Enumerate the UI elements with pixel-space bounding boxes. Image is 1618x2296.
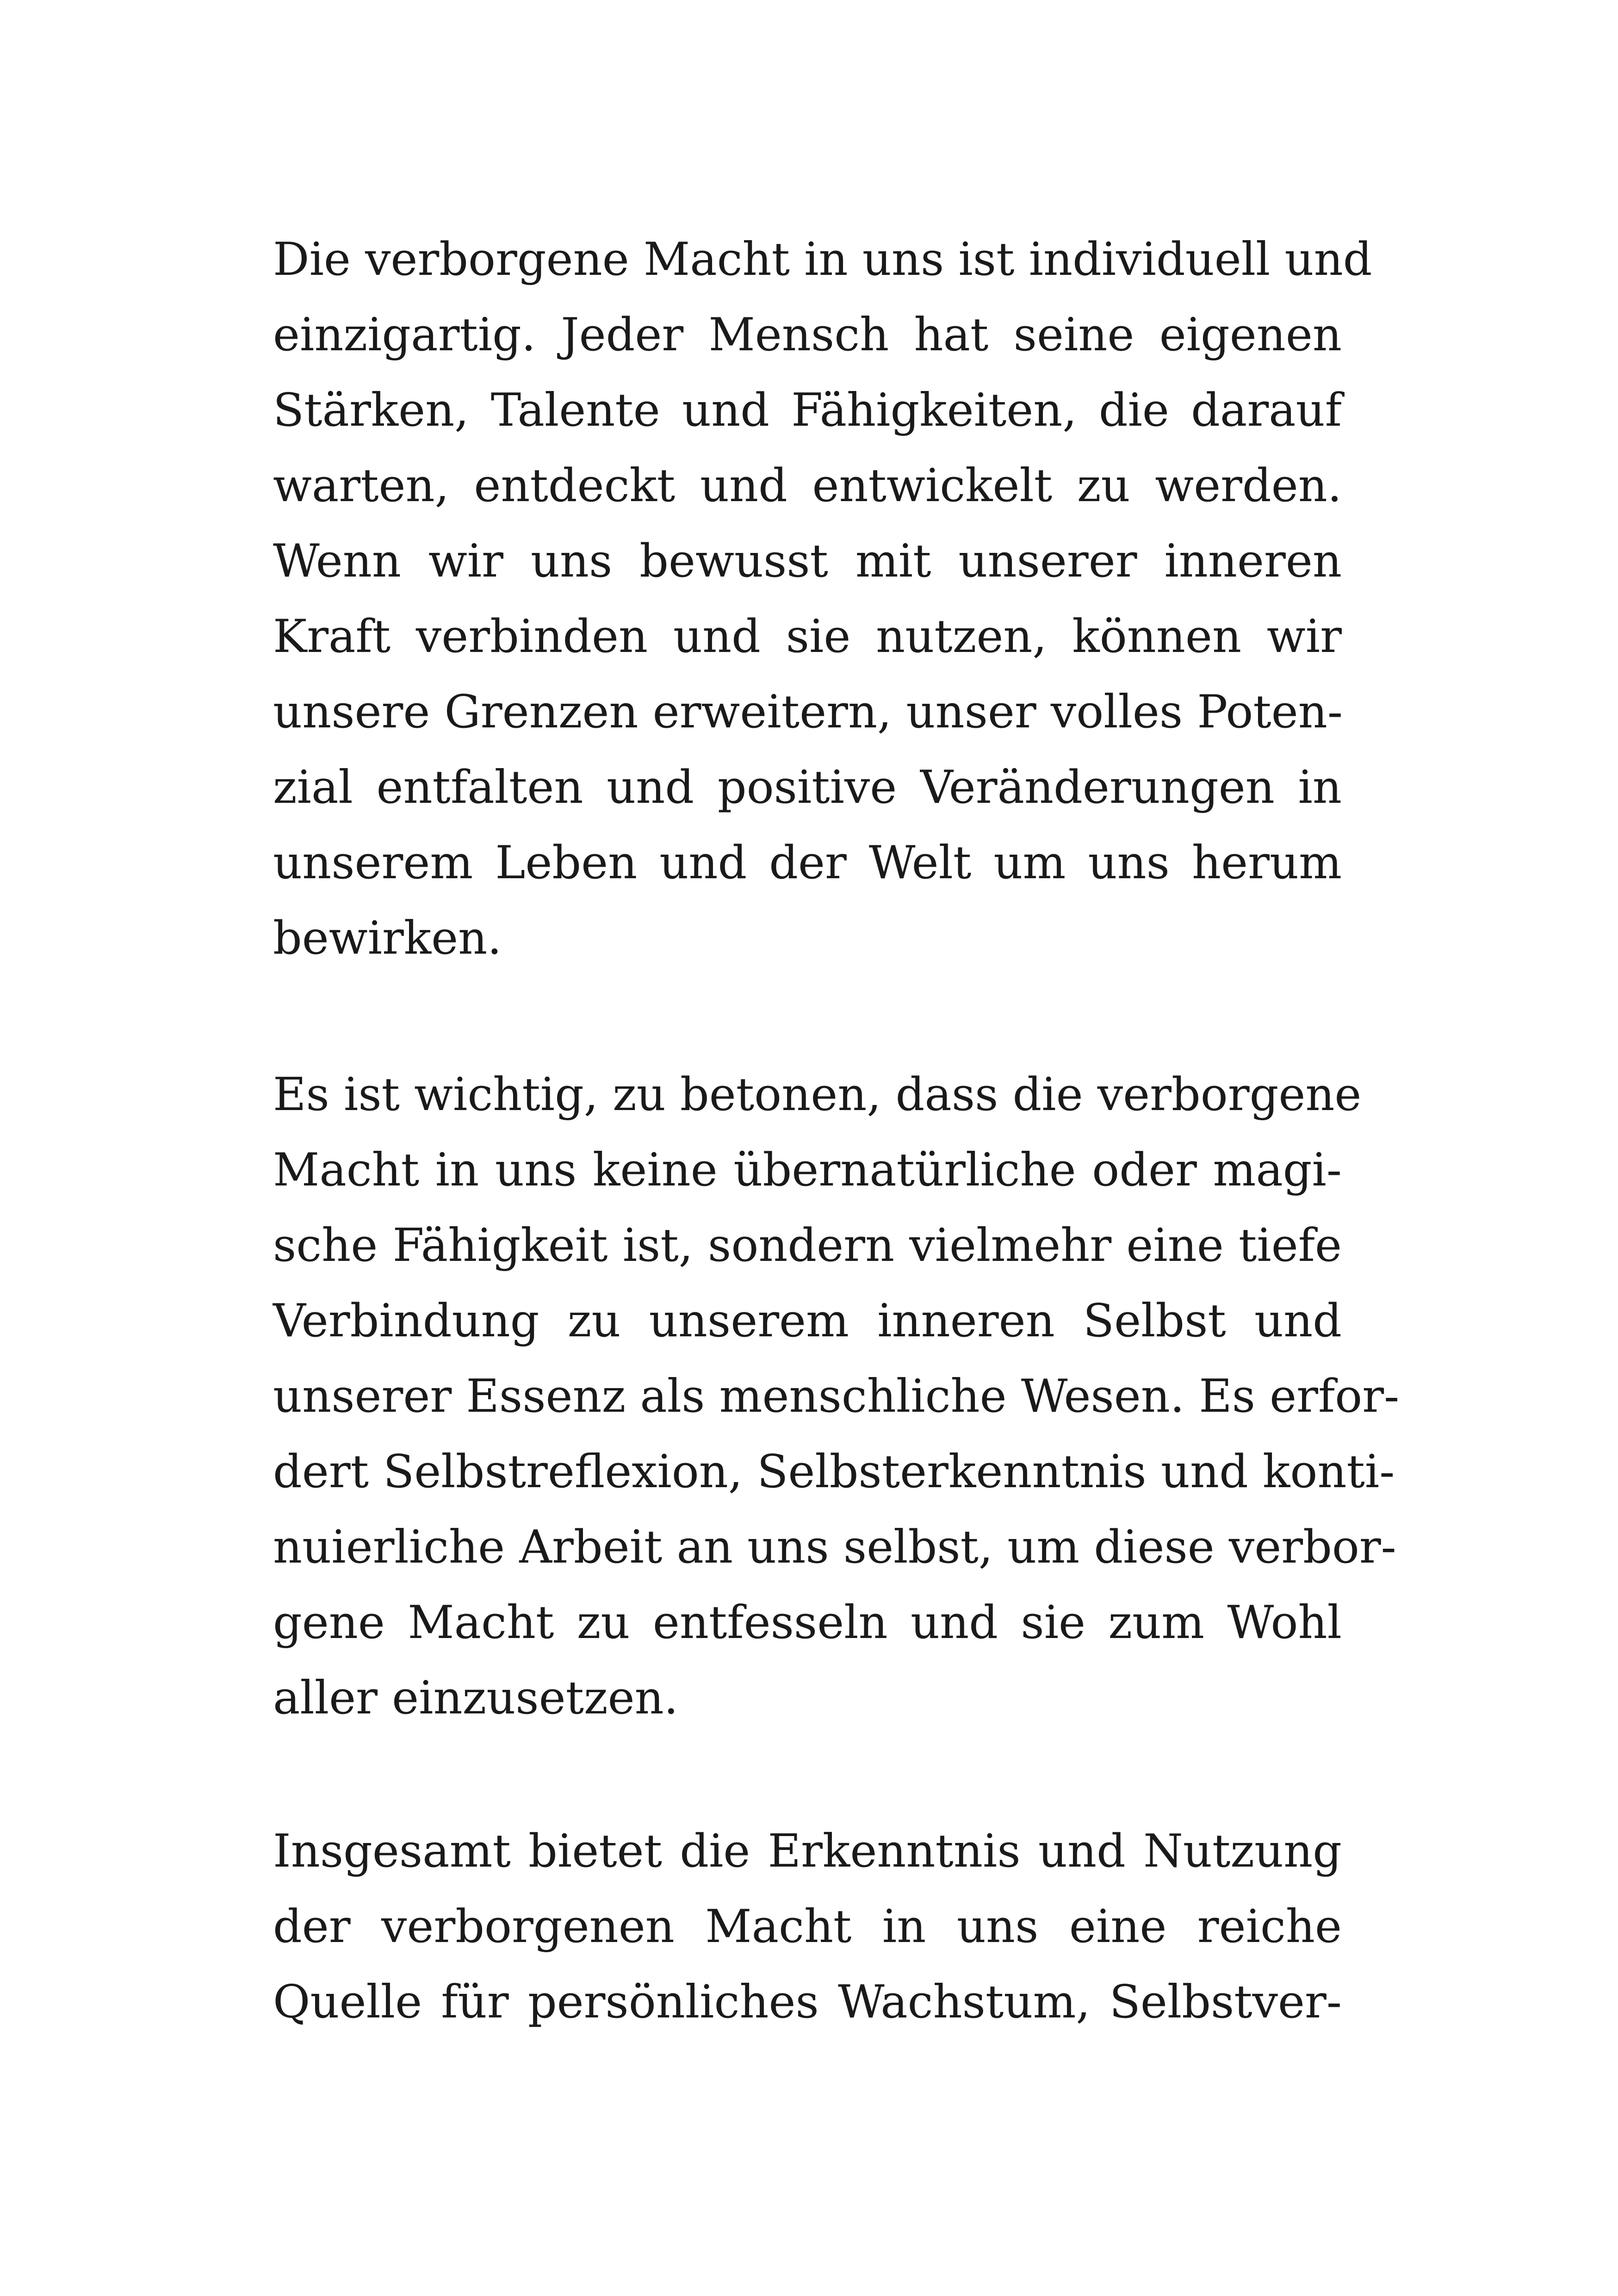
- text-line: sche Fähigkeit ist, sondern vielmehr eine tiefe: [273, 1219, 1342, 1272]
- text-line: Stärken, Talente und Fähigkeiten, die darauf: [273, 384, 1342, 437]
- text-line: dert Selbstreflexion, Selbsterkenntnis und konti-: [273, 1446, 1395, 1498]
- text-line: bewirken.: [273, 912, 502, 965]
- text-line: zial entfalten und positive Veränderungen in: [273, 761, 1342, 814]
- paragraph-1: [273, 222, 1372, 976]
- text-line: gene Macht zu entfesseln und sie zum Wohl: [273, 1596, 1342, 1649]
- text-line: Wenn wir uns bewusst mit unserer inneren: [273, 535, 1342, 588]
- text-line: unsere Grenzen erweitern, unser volles Poten-: [273, 686, 1343, 738]
- text-line: warten, entdeckt und entwickelt zu werden.: [273, 459, 1342, 512]
- text-line: Insgesamt bietet die Erkenntnis und Nutzung: [273, 1825, 1342, 1878]
- text-line: unserer Essenz als menschliche Wesen. Es erfor-: [273, 1370, 1400, 1423]
- text-line: Verbindung zu unserem inneren Selbst und: [273, 1295, 1342, 1347]
- text-line: Quelle für persönliches Wachstum, Selbstver-: [273, 1976, 1342, 2029]
- text-line: einzigartig. Jeder Mensch hat seine eigenen: [273, 309, 1342, 361]
- paragraph-3: [273, 1814, 1342, 2040]
- text-line: unserem Leben und der Welt um uns herum: [273, 837, 1342, 889]
- text-line: nuierliche Arbeit an uns selbst, um diese verbor-: [273, 1521, 1396, 1574]
- text-line: Es ist wichtig, zu betonen, dass die verborgene: [273, 1068, 1362, 1121]
- text-line: Kraft verbinden und sie nutzen, können wir: [273, 610, 1342, 663]
- paragraph-2: [273, 1057, 1400, 1736]
- text-line: Macht in uns keine übernatürliche oder magi-: [273, 1144, 1342, 1197]
- text-line: Die verborgene Macht in uns ist individuell und: [273, 233, 1372, 286]
- text-line: der verborgenen Macht in uns eine reiche: [273, 1900, 1342, 1953]
- text-line: aller einzusetzen.: [273, 1672, 678, 1725]
